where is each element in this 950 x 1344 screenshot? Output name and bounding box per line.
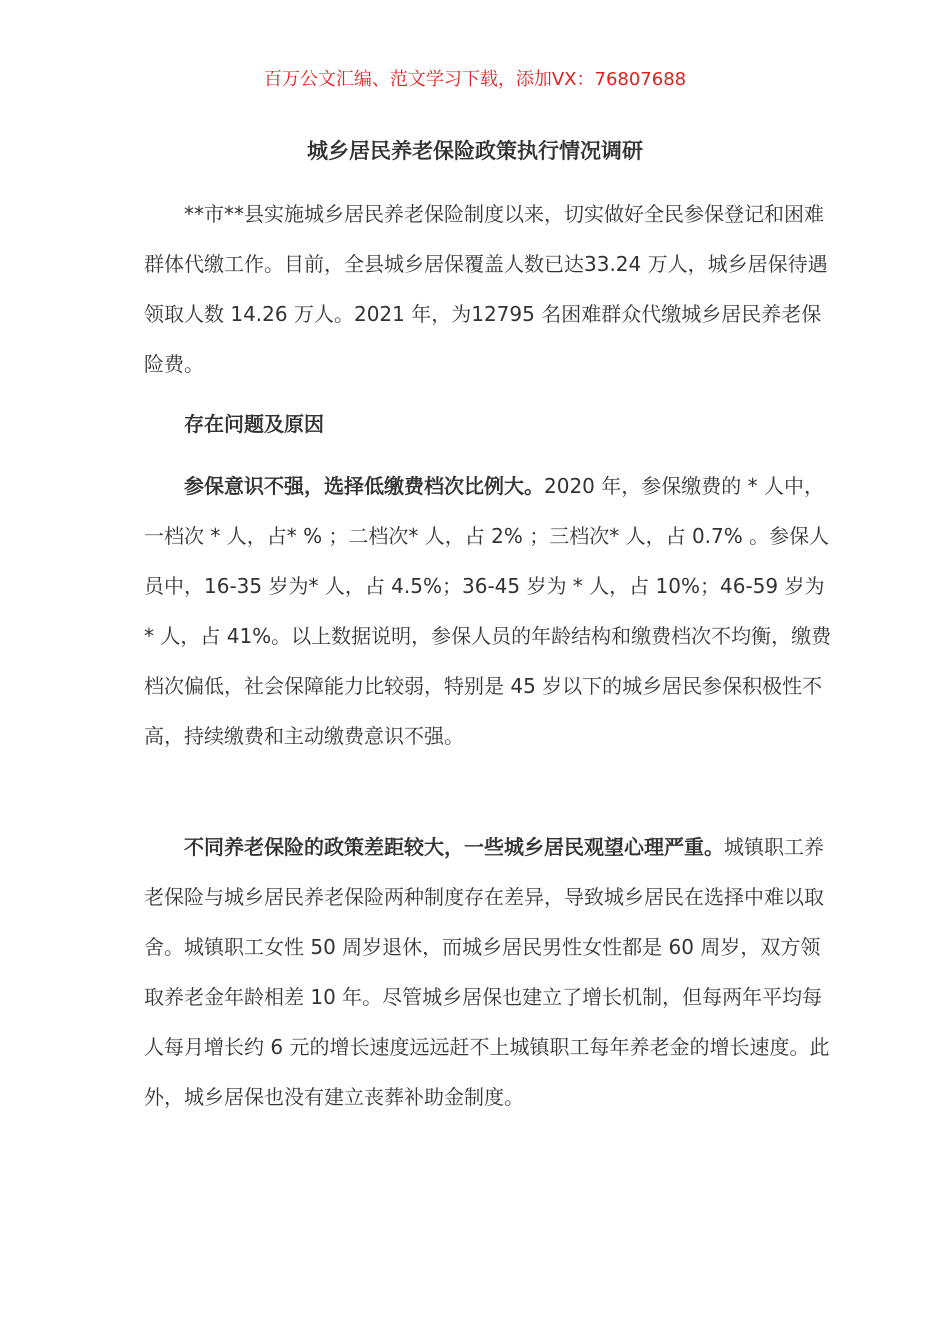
intro-paragraph: **市**县实施城乡居民养老保险制度以来，切实做好全民参保登记和困难群体代缴工作。目前，全县城乡居保覆盖人数已达33.24 万人，城乡居保待遇领取人数 14.26 万人。2021 年，为12795 名困难群众代缴城乡居民养老保险费。 [144,202,828,376]
problem-paragraph-2 [144,822,834,1122]
problem-1-body: 2020 年，参保缴费的 * 人中，一档次 * 人，占* % ；二档次* 人，占 2% ；三档次* 人，占 0.7% 。参保人员中，16-35 岁为* 人，占 4.5%；36-45 岁为 * 人，占 10%；46-59 岁为 * 人，占 41%。以上数据说明，参保人员的年龄结构和缴费档次不均衡，缴费档次偏低，社会保障能力比较弱，特别是 45 岁以下的城乡居民参保积极性不高，持续缴费和主动缴费意识不强。 [144,474,832,748]
problem-paragraph-1 [144,461,834,761]
section-heading: 存在问题及原因 [184,412,324,436]
problem-2-lead: 不同养老保险的政策差距较大，一些城乡居民观望心理严重。 [184,835,724,859]
document-title: 城乡居民养老保险政策执行情况调研 [307,139,643,163]
promo-header: 百万公文汇编、范文学习下载，添加VX：76807688 [263,69,687,90]
problem-1-lead: 参保意识不强，选择低缴费档次比例大。 [184,474,544,498]
problem-2-body: 城镇职工养老保险与城乡居民养老保险两种制度存在差异，导致城乡居民在选择中难以取舍。城镇职工女性 50 周岁退休，而城乡居民男性女性都是 60 周岁，双方领取养老金年龄相差 10 年。尽管城乡居保也建立了增长机制，但每两年平均每人每月增长约 6 元的增长速度远远赶不上城镇职工每年养老金的增长速度。此外，城乡居保也没有建立丧葬补助金制度。 [144,835,830,1109]
